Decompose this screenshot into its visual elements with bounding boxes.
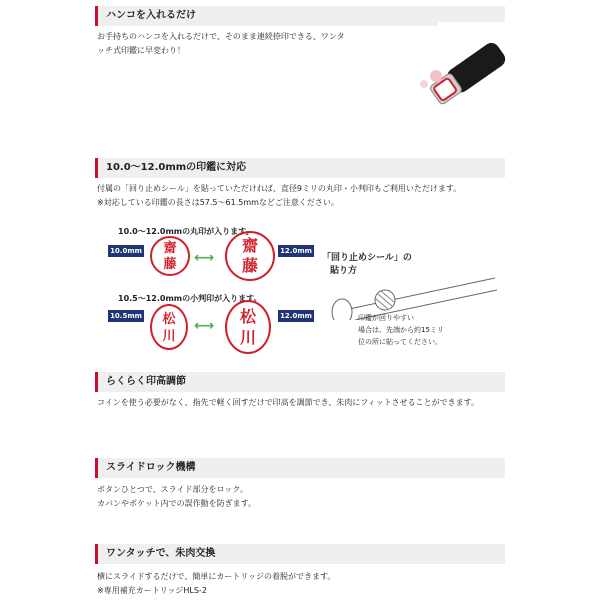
round-small-size-badge: 10.0mm bbox=[108, 245, 144, 257]
section-header-size-support bbox=[95, 158, 505, 178]
section-title: ワンタッチで、朱肉交換 bbox=[106, 548, 216, 559]
section-text: ッチ式印鑑に早変わり！ bbox=[97, 46, 185, 55]
seal-char: 川 bbox=[239, 328, 256, 347]
round-large-size-badge: 12.0mm bbox=[278, 245, 314, 257]
section-text: カバンやポケット内での誤作動を防ぎます。 bbox=[97, 499, 256, 508]
section-text: コインを使う必要がなく、指先で軽く回すだけで印高を調節でき、朱肉にフィットさせることができます。 bbox=[97, 398, 479, 407]
sticker-note: 位の所に貼ってください。 bbox=[358, 338, 442, 346]
round-seal-large bbox=[225, 231, 275, 281]
seal-char: 藤 bbox=[241, 256, 258, 275]
sticker-title: 「回り止めシール」の bbox=[322, 253, 412, 263]
sticker-title: 貼り方 bbox=[330, 266, 358, 276]
seal-char: 齋 bbox=[163, 241, 177, 256]
resize-arrow-icon: ⟷ bbox=[194, 250, 215, 266]
oval-seal-large bbox=[225, 300, 271, 354]
round-seal-small bbox=[150, 236, 190, 276]
oval-stamp-caption: 10.5～12.0mmの小判印が入ります。 bbox=[118, 294, 262, 303]
section-text: お手持ちのハンコを入れるだけで、そのまま連続捺印できる、ワンタ bbox=[97, 32, 345, 41]
sticker-note: 場合は、先端から約15ミリ bbox=[358, 326, 444, 334]
section-title: 10.0～12.0mmの印鑑に対応 bbox=[106, 162, 247, 173]
seal-char: 川 bbox=[162, 329, 176, 344]
stamper-product-image bbox=[408, 22, 508, 142]
oval-seal-small bbox=[150, 304, 188, 350]
seal-char: 齋 bbox=[241, 236, 258, 255]
resize-arrow-icon: ⟷ bbox=[194, 318, 215, 334]
section-title: スライドロック機構 bbox=[106, 462, 196, 473]
round-stamp-caption: 10.0～12.0mmの丸印が入ります。 bbox=[118, 227, 254, 236]
seal-char: 松 bbox=[239, 307, 256, 326]
section-text: ※対応している印鑑の長さは57.5～61.5mmなどご注意ください。 bbox=[97, 198, 339, 207]
section-header-slide-lock bbox=[95, 458, 505, 478]
oval-large-size-badge: 12.0mm bbox=[278, 310, 314, 322]
section-text: 付属の「回り止めシール」を貼っていただければ、直径9ミリの丸印・小判印もご利用いただけます。 bbox=[97, 184, 462, 193]
section-header-height-adjust bbox=[95, 372, 505, 392]
seal-char: 松 bbox=[162, 312, 176, 327]
oval-small-size-badge: 10.5mm bbox=[108, 310, 144, 322]
section-text: 横にスライドするだけで、簡単にカートリッジの着脱ができます。 bbox=[97, 572, 336, 581]
section-text: ※専用補充カートリッジHLS-2 bbox=[97, 586, 207, 595]
sticker-note: 印鑑が回りやすい bbox=[358, 314, 414, 322]
seal-char: 藤 bbox=[163, 257, 177, 272]
section-title: らくらく印高調節 bbox=[106, 376, 186, 387]
stamp-sticker-illustration bbox=[325, 250, 500, 320]
section-header-ink-exchange bbox=[95, 544, 505, 564]
section-text: ボタンひとつで、スライド部分をロック。 bbox=[97, 485, 248, 494]
section-title: ハンコを入れるだけ bbox=[106, 10, 196, 21]
